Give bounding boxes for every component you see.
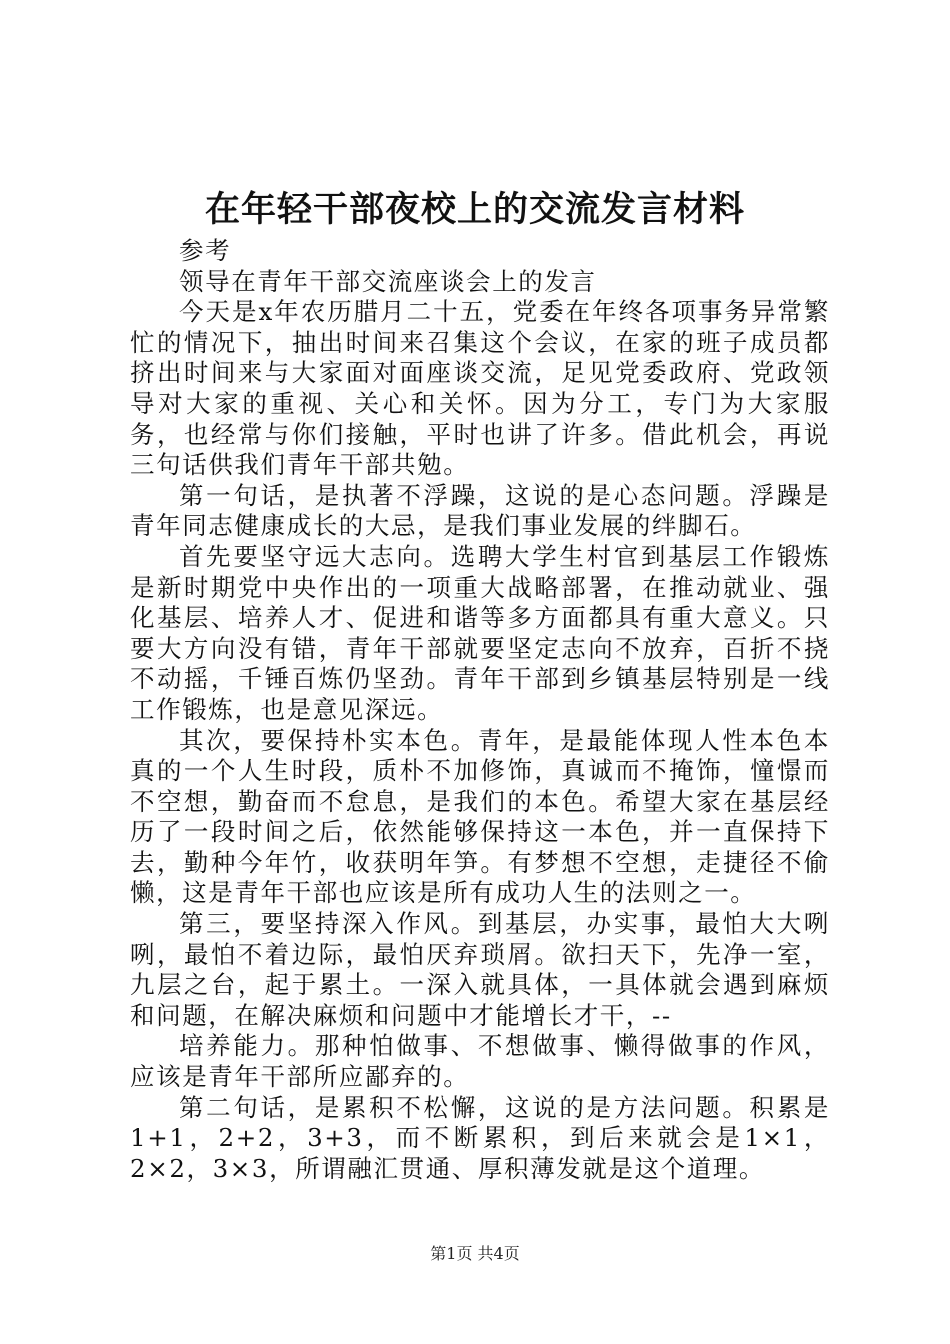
page-indicator: 第1页 共4页	[430, 1244, 520, 1263]
paragraph-second-point: 第二句话，是累积不松懈，这说的是方法问题。积累是1+1，2+2，3+3，而不断累积，到后来就会是1×1，2×2，3×3，所谓融汇贯通、厚积薄发就是这个道理。	[130, 1092, 830, 1183]
paragraph-work-style: 第三，要坚持深入作风。到基层，办实事，最怕大大咧咧，最怕不着边际，最怕厌弃琐屑。欲扫天下，先净一室，九层之台，起于累土。一深入就具体，一具体就会遇到麻烦和问题，在解决麻烦和问题中才能增长才干，--	[130, 909, 830, 1030]
paragraph-opening: 今天是x年农历腊月二十五，党委在年终各项事务异常繁忙的情况下，抽出时间来召集这个会议，在家的班子成员都挤出时间来与大家面对面座谈交流，足见党委政府、党政领导对大家的重视、关心和关怀。因为分工，专门为大家服务，也经常与你们接触，平时也讲了许多。借此机会，再说三句话供我们青年干部共勉。	[130, 297, 830, 480]
paragraph-aspiration: 首先要坚守远大志向。选聘大学生村官到基层工作锻炼是新时期党中央作出的一项重大战略部署，在推动就业、强化基层、培养人才、促进和谐等多方面都具有重大意义。只要大方向没有错，青年干部就要坚定志向不放弃，百折不挠不动摇，千锤百炼仍坚劲。青年干部到乡镇基层特别是一线工作锻炼，也是意见深远。	[130, 541, 830, 724]
document-title: 在年轻干部夜校上的交流发言材料	[204, 189, 745, 230]
page-footer	[0, 1242, 950, 1266]
paragraph-reference-label: 参考	[179, 236, 232, 265]
document-body	[130, 236, 830, 1184]
paragraph-ability: 培养能力。那种怕做事、不想做事、懒得做事的作风，应该是青年干部所应鄙弃的。	[130, 1031, 830, 1092]
paragraph-simplicity: 其次，要保持朴实本色。青年，是最能体现人性本色本真的一个人生时段，质朴不加修饰，真诚而不掩饰，憧憬而不空想，勤奋而不怠息，是我们的本色。希望大家在基层经历了一段时间之后，依然能够保持这一本色，并一直保持下去，勤种今年竹，收获明年笋。有梦想不空想，走捷径不偷懒，这是青年干部也应该是所有成功人生的法则之一。	[130, 725, 830, 908]
paragraph-subtitle: 领导在青年干部交流座谈会上的发言	[179, 266, 597, 296]
paragraph-first-point: 第一句话，是执著不浮躁，这说的是心态问题。浮躁是青年同志健康成长的大忌，是我们事业发展的绊脚石。	[130, 480, 830, 541]
